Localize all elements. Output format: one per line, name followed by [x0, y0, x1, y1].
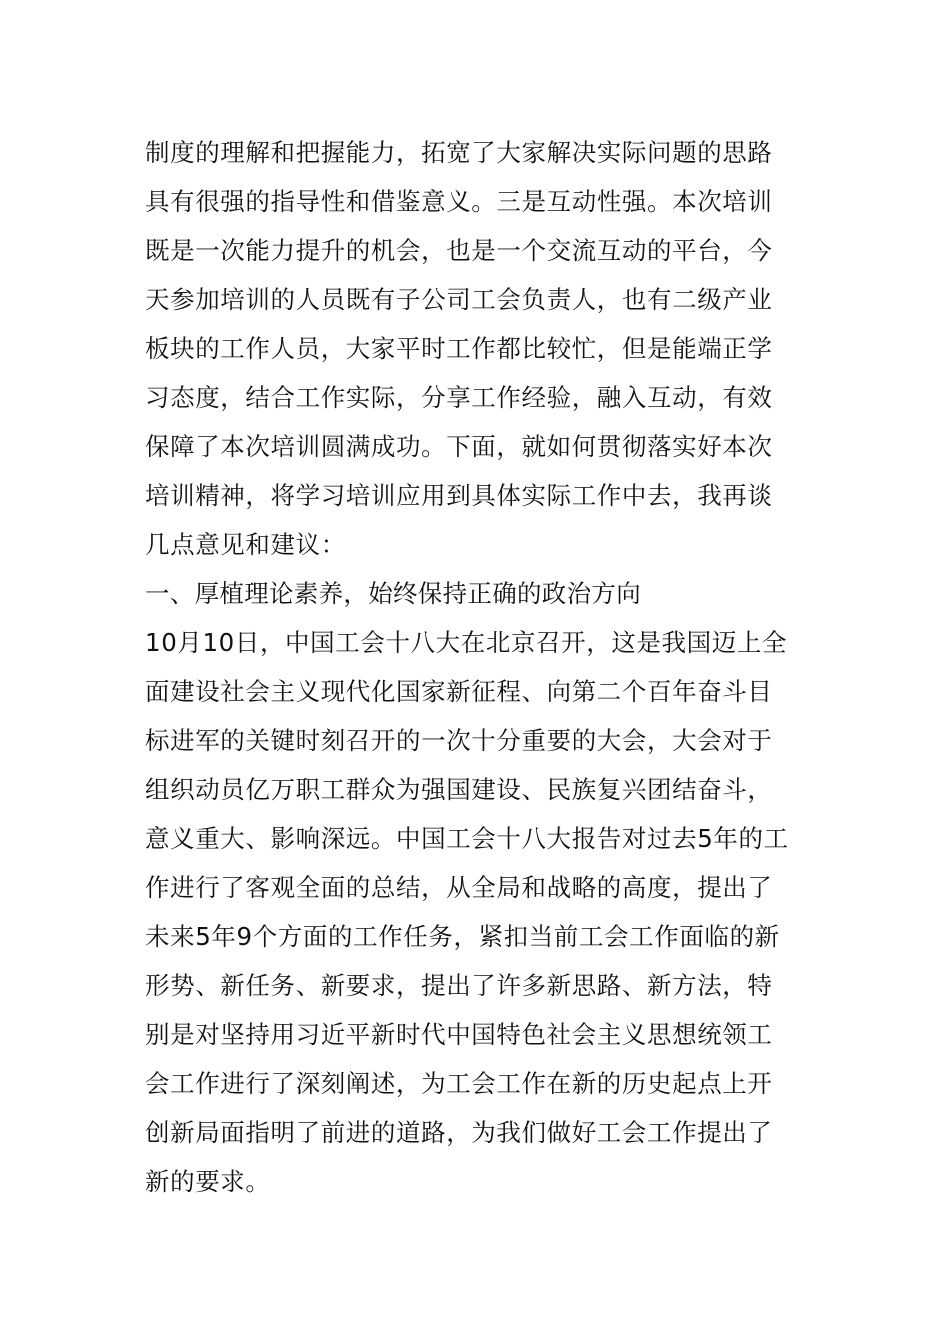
paragraph-line: 习态度，结合工作实际，分享工作经验，融入互动，有效 [145, 383, 773, 412]
paragraph-line: 具有很强的指导性和借鉴意义。三是互动性强。本次培训 [145, 187, 773, 216]
paragraph-line: 未来5年9个方面的工作任务，紧扣当前工会工作面临的新 [145, 922, 780, 951]
paragraph-line: 组织动员亿万职工群众为强国建设、民族复兴团结奋斗， [145, 775, 773, 804]
document-body [145, 128, 815, 1206]
paragraph-line: 几点意见和建议： [145, 530, 346, 559]
paragraph-line: 培训精神，将学习培训应用到具体实际工作中去，我再谈 [145, 481, 773, 510]
paragraph-line: 会工作进行了深刻阐述，为工会工作在新的历史起点上开 [145, 1069, 773, 1098]
paragraph-line: 天参加培训的人员既有子公司工会负责人，也有二级产业 [145, 285, 773, 314]
paragraph-line: 标进军的关键时刻召开的一次十分重要的大会，大会对于 [145, 726, 773, 755]
paragraph-line: 保障了本次培训圆满成功。下面，就如何贯彻落实好本次 [145, 432, 773, 461]
paragraph-line: 制度的理解和把握能力，拓宽了大家解决实际问题的思路 [145, 138, 773, 167]
paragraph-line: 板块的工作人员，大家平时工作都比较忙，但是能端正学 [145, 334, 773, 363]
paragraph-line: 形势、新任务、新要求，提出了许多新思路、新方法，特 [145, 971, 773, 1000]
section-heading: 一、厚植理论素养，始终保持正确的政治方向 [145, 579, 641, 608]
paragraph-line: 作进行了客观全面的总结，从全局和战略的高度，提出了 [145, 873, 773, 902]
paragraph-line: 既是一次能力提升的机会，也是一个交流互动的平台，今 [145, 236, 773, 265]
paragraph-line: 10月10日，中国工会十八大在北京召开，这是我国迈上全 [145, 628, 788, 657]
paragraph-line: 别是对坚持用习近平新时代中国特色社会主义思想统领工 [145, 1020, 773, 1049]
paragraph-line: 面建设社会主义现代化国家新征程、向第二个百年奋斗目 [145, 677, 773, 706]
paragraph-line: 新的要求。 [145, 1167, 271, 1196]
paragraph-line: 意义重大、影响深远。中国工会十八大报告对过去5年的工 [145, 824, 789, 853]
paragraph-line: 创新局面指明了前进的道路，为我们做好工会工作提出了 [145, 1118, 773, 1147]
